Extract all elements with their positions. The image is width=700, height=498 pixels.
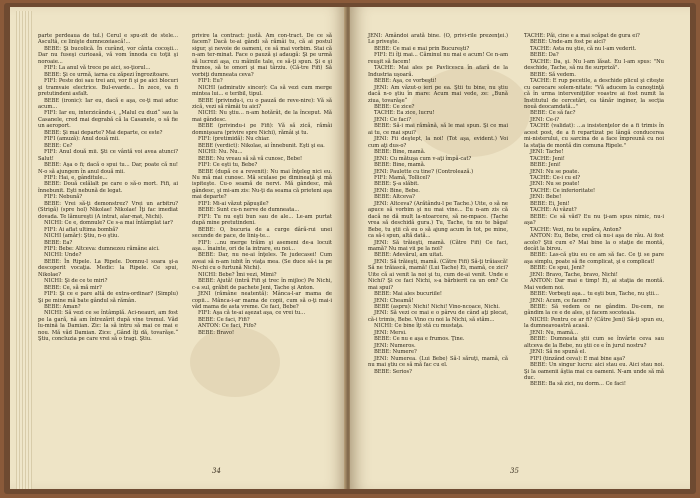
dialogue-paragraph: FIFI: Aşa că te-ai aşezat aşa, ce vrei tu... (198, 310, 306, 317)
dialogue-paragraph: TACHE: Jeni! (530, 155, 565, 162)
dialogue-paragraph: JENI: Altceva? (Arătându-l pe Tache.) Uite, o să ne apuce să vorbim şi nu mai vine... Eu n-am zis că dacă ne dă mult la-ntoarcere, să ne-mpace. (Tache vrea să deschidă gura.) Tu, Tache, tu nu te băga! Bebe, tu ştii că eu o să ajung acum în tot, pe mine, ca să-i spun, altă dată... (368, 200, 508, 240)
dialogue-paragraph: TACHE: Mai ales pe Pavlicescu în afară de la Industria uşoară. (368, 65, 508, 78)
left-column-1 (38, 33, 178, 343)
dialogue-paragraph: BEBE: Ei, Jeni! (530, 200, 570, 207)
dialogue-paragraph: JENI: Să vezi ce mai e o pârvu de când aţi plecat, că-i trimis, Bebe. Vino cu noi la Nichi, să stăm... (368, 310, 508, 323)
dialogue-paragraph: JENI (rămâne neatentă): Mânca-l-ar mama de copii... Mânca-i-ar mama de copii, cum să o-ţi mai-i văd mama de asta vreme. Ce faci, Bebe? (192, 291, 332, 311)
dialogue-paragraph: FIFI: Eu? (198, 78, 223, 85)
left-column-2 (192, 33, 332, 336)
dialogue-paragraph: BEBE: Jeni! (530, 162, 561, 169)
right-column-1 (368, 33, 508, 375)
dialogue-paragraph: BEBE: Unde-am fost pe aici? (530, 39, 606, 46)
dialogue-paragraph: TACHE: Da, şi. Nu l-am lăsat. Eu l-am spus: "Nu deschide, Tache, să nu fie surpriză". (524, 58, 664, 72)
dialogue-paragraph: JENI: Ce faci? (374, 116, 411, 123)
dialogue-paragraph: TACHE: Ai văzut? (530, 207, 577, 214)
dialogue-paragraph: FIFI: Şi ce e pare altă de extra-ordinar? (Simplu) Şi pe mine mă bate gândul să rămân. (38, 291, 178, 304)
dialogue-paragraph: BEBE: Vrei să-ţi demonstrez? Vrei un arbitru? (Strigă) (spre hol) Nikolae! Nikolae! Îţi fac imediat dovada. Te lămureşti (A intrat, alar-mat, Nichi). (38, 200, 178, 220)
dialogue-paragraph: JENI: Acum, ce facem? (530, 297, 591, 304)
dialogue-paragraph: BEBE: Dumneata ştii cum se învârte ceva sau altceva de la Bebe, nu ştii ce e în jurul nostru? (524, 336, 664, 349)
page-stack-edge (16, 11, 32, 489)
dialogue-paragraph: JENI: Ce-i? (530, 116, 560, 123)
dialogue-paragraph: NICHI (admirativ sincer): Ca să vezi cum merge mintea lui... e teribil, tipul. (192, 84, 332, 98)
dialogue-paragraph: BEBE: Ce zice? (374, 103, 415, 110)
dialogue-paragraph: FIFI: Bebe: Altceva: dumnezeu rămâne aici. (44, 245, 160, 252)
dialogue-paragraph: BEBE: Un singur lucru: aici stau eu. Aici stau noi. Şi la oamenii ăştia mai cu oameni. N-am unde să mă duc. (524, 362, 664, 382)
dialogue-paragraph: BEBE: Bravo! (198, 329, 235, 336)
dialogue-paragraph: BEBE: Să vedem. (530, 71, 576, 78)
left-page (10, 7, 346, 489)
dialogue-paragraph: JENI: Nu se poate! (530, 181, 580, 188)
dialogue-paragraph: FIFI: Peste doi sau trei ani, vor fi şi pe aici blocuri şi tramvaie electrice. Bul-evarde... În zece, va fi pretutindeni asfalt. (38, 78, 178, 98)
book (4, 3, 696, 494)
dialogue-paragraph: TACHE: E rup pecetile, a deschide plicul şi citeşte cu oarecare solem-nitate: "Vă aducem la cunoştinţă că în urma interveniţiilor voastre ai fost numit la Institutul de cercetări, ca tânăr inginer, la secţia nouă deocamdată..." (524, 78, 664, 110)
dialogue-paragraph: JENI: Bebe! (530, 194, 562, 201)
right-column-2 (524, 33, 664, 388)
dialogue-paragraph: BEBE (privindu-i pe Fifi): Vă să zică, rămâi domnişoara (privire spre Nichi), rămâi şi tu. (192, 123, 332, 136)
dialogue-paragraph: BEBE: Ş-a slăbit. (374, 181, 419, 188)
dialogue-paragraph: BEBE: Şi ce urmă, iarna cu zăpezi îngrozitoare. (44, 71, 170, 78)
dialogue-paragraph: FIFI: Ce eşti tu, Bebe? (198, 162, 258, 169)
dialogue-paragraph: BEBE: Altceva? (374, 194, 415, 201)
dialogue-paragraph: BEBE: Serios? (374, 368, 412, 375)
dialogue-paragraph: BEBE: În Ripele. La Ripele. Domnu-l soara şi-a descoperit vocaţia. Medic: la Ripele. Ce spui, Nikolae? (38, 258, 178, 278)
dialogue-paragraph: BEBE (aspru): Nichi! Nichi! Vino-ncoace, Nichi. (374, 304, 500, 311)
dialogue-paragraph: privire la contract: justă. Am con-tract. De ce să facem? Dacă te-ai gândi să rămâi tu, că ai postul sigur, şi nevoie de oameni, ce să mai vorbim. Stai că n-am ter-minat. Face o pauză şi adaugă: Şi pe urmă să lucrezi aşa, cu mâinile tale, ce să-ţi spun. Şi e şi frumos, să te omori şi mai târziu. (Că-tre Fifi) Să vorbiţi dumneata ceva? (192, 33, 332, 78)
dialogue-paragraph: BEBE: Două celălalt pe care o să-o mort. Fifi, ai înnebunit. Eşti nebună de legat. (38, 181, 178, 194)
dialogue-paragraph: NICHI: Să vezi ce se întâmplă. Aci-neauri, am fost pe la gară, nă am întrezărit după vine tremul. Văd lu-mină la Damian. Zic: la să intru să mai ce mai e nou. Mă văd Damian. Zice: „Gând îţi dă, tovarăşe.“ Ştiu, concluzia pe care vrei să o tragi. Ştiu. (38, 310, 178, 343)
dialogue-paragraph: JENI: Mersi. (374, 329, 407, 336)
dialogue-paragraph: FIFI: Mamă, Tollicel? (374, 174, 430, 181)
dialogue-paragraph: BEBE: Da? (530, 52, 559, 59)
dialogue-paragraph: BEBE: Ea? (44, 239, 73, 246)
paper-stain (190, 327, 280, 397)
dialogue-paragraph: parte perdeaua de tul.) Cerul e spu-zit de stele... Ascultă, ce linişte dumnezeiască!... (38, 33, 178, 46)
dialogue-paragraph: TACHE: Asta nu ştie, că nu l-am vederit. (530, 45, 637, 52)
dialogue-paragraph: BEBE: Ce? (44, 142, 73, 149)
dialogue-paragraph: BEBE: Ce să văd? Eu nu ţi-am spus nimic, nu-i aşa? (524, 213, 664, 227)
dialogue-paragraph: JENI: Paulette cu tine? (Controlează.) (374, 168, 474, 175)
dialogue-paragraph: BEBE (după ce a revenit): Nu mai înţeleg nici eu. Nu mă mai cunosc. Mă sculase pe dimineaţă şi mă ispiteşte. Cu-o seamă de nervi. Mă gândesc, mă gândesc, şi mi-am zis: Nu-ţi da seama că prieteni aşa mai departe? (192, 168, 332, 201)
dialogue-paragraph: FIFI: Ai aflat ultima bombă? (44, 226, 119, 233)
dialogue-paragraph: JENI: Bine, Bebe. (374, 187, 420, 194)
dialogue-paragraph: BEBE: Să vedem ce ne gândim. Du-cem, ne gândim la ce e de ales, şi facem socoteala. (524, 304, 664, 317)
dialogue-paragraph: JENI: Numeros. (374, 342, 416, 349)
dialogue-paragraph: BEBE: Vorbeşti aşa... tu eşti bun, Tache, nu ştii... (530, 291, 659, 298)
dialogue-paragraph: BEBE: Dar, nu ne-ai înţeles. Te judecasei! Cum aveai să n-am iubit în viaţa mea. (Se duce să-i ia pe Ni-chi cu o furtună Nichi). (192, 252, 332, 272)
dialogue-paragraph: FIFI (amuză): Anul două mii. (44, 136, 120, 143)
dialogue-paragraph: NICHI (amăr): Ştiu, n-o ştiu. (44, 233, 120, 240)
right-page-number: 35 (510, 467, 519, 475)
dialogue-paragraph: BEBE: Ce faci, Fifi? (198, 316, 250, 323)
dialogue-paragraph: NICHI: Ce e, domnule? Ce s-a mai întâmplat iar? (44, 220, 173, 227)
dialogue-paragraph: NICHI: Şi de ce te miri? (44, 278, 108, 285)
dialogue-paragraph: JENI: Tache! (530, 149, 564, 156)
dialogue-paragraph: BEBE: Ce mai e mai prin Bucureşti? (374, 45, 470, 52)
dialogue-paragraph: JENI: Nu se poate. (530, 168, 580, 175)
dialogue-paragraph: TACHE: Păi, cine e a mai scăpat de gura ei? (524, 33, 640, 39)
dialogue-paragraph: ANTON: Eu, Bebe, cred că nu-i aşa de rău. Ai fost acolo? Ştii cum e? Mai bine la o staţie de montă, decât la birou. (524, 233, 664, 252)
right-page (350, 7, 690, 489)
dialogue-paragraph: BEBE: Sunt cu-n nerve de dumneata... (198, 207, 300, 214)
dialogue-paragraph: BEBE (ironic): Iar eu, dacă e aşa, ce-ţi mai aduc acum... (38, 97, 178, 110)
dialogue-paragraph: BEBE: Ajută! (intră Fifi şi trec în mijloc) Pe Nichi, c-a sul, grăbit de pachete Jeni, Tache şi Anton. (192, 278, 332, 291)
dialogue-paragraph: NICHI: Nu. Nu... (198, 149, 243, 156)
dialogue-paragraph: JENI: Numerea. (Lui Bebe) Să-l săruţi, mamă, că nu mai ştiu ce să mă fac cu el. (368, 355, 508, 369)
dialogue-paragraph: BEBE: Şi mai departe? Mai departe, ce este? (44, 129, 163, 136)
dialogue-paragraph: BEBE: Mai ales bucuriile! (374, 291, 442, 298)
dialogue-paragraph: NICHI: Bebe? Îmi vezi, Mimi? (198, 271, 277, 278)
dialogue-paragraph: NICHI: Ce bine îţi stă cu mustaţa. (374, 323, 464, 330)
dialogue-paragraph: FIFI (tinzând ceva): E mai bine aşa? (530, 355, 626, 362)
dialogue-paragraph: JENI: Bravo, Tache, bravo, Nichi! (530, 271, 618, 278)
dialogue-paragraph: BEBE: Să-i mai rămână, să le mai spun. Şi ce mai ai tu, ce mai spui? (368, 123, 508, 136)
dialogue-paragraph: BEBE: Ba să zici, nu dorm... Ce faci! (530, 381, 626, 388)
dialogue-paragraph: BEBE: Bine, mamă. (374, 149, 426, 156)
dialogue-paragraph: JENI: Să trăieşti, mamă. (Către Fifi) Ce faci, mamă? Nu mai vii pe la noi? (368, 239, 508, 252)
dialogue-paragraph: BEBE: Ce să fac? (530, 110, 576, 117)
dialogue-paragraph: JENI: Fii deştept, la noi! (Tot aşa, evident.) Voi cum aţi dus-o? (368, 136, 508, 149)
dialogue-paragraph: BEBE: Las-că ştiu eu ce am să fac. Ce ţi se pare aşa simplu, poate să fie complicat, şi e complicat! (524, 252, 664, 265)
dialogue-paragraph: FIFI: Anul două mii. Şti ce vântă voi avea atunci? Salut! (38, 149, 178, 162)
dialogue-paragraph: JENI: Să trăieşti, mamă. (Către Fifi) Să-ţi trăiască! Să ne trăiască, mamă! (Lui Tache) Ei, mamă, ce zici? Uite că ai venit la noi şi tu, cum de-ai venit. Unde e Nichi? Şi ce faci Nichi, s-a bărbierit ca un om? Ce mai spui? (368, 258, 508, 291)
dialogue-paragraph: TACHE: Ce inferioritate! (530, 187, 596, 194)
dialogue-paragraph: JENI: Să ne spună el. (530, 349, 586, 356)
dialogue-paragraph: FIFI: La anul vă trece pe aici, so-ţiorul... (44, 65, 151, 72)
dialogue-paragraph: BEBE: Nu vreau să să vă cunosc, Bebe! (198, 155, 303, 162)
dialogue-paragraph: NICHI: Nu ştiu... n-am hotărât, de la început. Mă mai gândesc. (192, 110, 332, 123)
dialogue-paragraph: NICHI: Unde? (44, 252, 82, 259)
dialogue-paragraph: BEBE: Ce nu e aşa e frumos. Ţine. (374, 336, 465, 343)
dialogue-paragraph: TACHE: Ce-i cu el? (530, 174, 581, 181)
dialogue-paragraph: BEBE: Ce, să mă mir? (44, 284, 102, 291)
dialogue-paragraph: TACHE: Vezi, nu te supăra, Anton? (530, 226, 622, 233)
dialogue-paragraph: BEBE (privindu-i, cu o pauză de reve-nire): Vă să zică, vezi să rămâi tu aici? (192, 97, 332, 110)
dialogue-paragraph: BEBE: Aşa o fi; dacă o spui tu... Dar, poate că nu! N-o să ajungem în anul două mii. (38, 162, 178, 175)
dialogue-paragraph: FIFI: Mi-ai văzut păpuşile? (198, 200, 269, 207)
dialogue-paragraph: ANTON: Dar mai e timp! Ei, ai staţia de montă. Mai vedem noi. (524, 278, 664, 291)
dialogue-paragraph: FIFI: Hai, e, gânditule... (44, 174, 108, 181)
dialogue-paragraph: BEBE: Bine, mamă. (374, 162, 426, 169)
dialogue-paragraph: BEBE: O, bucuria de a curge dâră-rui unei secunde de pace, de liniş-te... (192, 226, 332, 240)
dialogue-paragraph: BEBE (verdict): Nikolae, ai înnebunit. Eşti şi ea. (198, 142, 325, 149)
dialogue-paragraph: BEBE: Aman? (44, 304, 81, 311)
dialogue-paragraph: BEBE: Adevărul, am uitat. (374, 252, 444, 259)
dialogue-paragraph: FIFI: Ei îţi mai... Căminul nu mai e acum! Ce n-am reuşit să facem! (368, 52, 508, 65)
dialogue-paragraph: BEBE: Aşa, ce vorbeşti! (374, 78, 437, 85)
dialogue-paragraph: ANTON: Ce faci, Fifo? (198, 323, 257, 330)
dialogue-paragraph: FIFI: Nebună? (44, 194, 83, 201)
dialogue-paragraph: TACHE: Ea zice, lucru! (374, 110, 435, 117)
dialogue-paragraph: JENI: Amândoi arată bine. (O, privi-rile prezenţei.) Le priveşte. (368, 33, 508, 46)
left-page-number: 34 (212, 467, 221, 475)
dialogue-paragraph: JENI: Am văzut-o ieri pe ea. Ştii tu bine, nu ştiu dacă n-o ştiu în mare: Acum mai vede, ze: „Bună ziua, tovarăşe“ (368, 84, 508, 104)
dialogue-paragraph: FIFI: (pretimidă): Nu chiar. (198, 136, 270, 143)
dialogue-paragraph: FIFI: Iar eu, interzicându-i, „Malul cu duzi“ sau la Casanele, cred mai degrabă că la Casanele, o să fie un aeroport. (38, 110, 178, 130)
dialogue-paragraph: BEBE: Numere? (374, 349, 417, 356)
dialogue-paragraph: JENI: Nu, mamă... (530, 329, 578, 336)
dialogue-paragraph: BEBE: Şi bucolică. În curând, vor cânta cocoşii... Dar nu fuseşi curioasă, vă vom înnoda cu toţii şi noroaie... (38, 45, 178, 65)
dialogue-paragraph: JENI: Cheamă! (374, 297, 414, 304)
dialogue-paragraph: JENI: Cu mătuşa cum v-aţi împă-cat? (374, 155, 472, 162)
dialogue-paragraph: FIFI: ...nu merge trăim şi asemeni de-a locuit aşa... înainte, ori de la intrare, eu noi... (192, 239, 332, 252)
dialogue-paragraph: BEBE: Ce spui, Jeni? (530, 265, 585, 272)
dialogue-paragraph: FIFI: Tu nu eşti bun sau de ale... Le-am purtat după mine pretutindeni. (192, 213, 332, 227)
dialogue-paragraph: NICHI: Pentru ce ar fi? (Către Jeni) Să-ţi spun eu, la dumneavoastră acasă. (524, 316, 664, 330)
dialogue-paragraph: TACHE (validat): ...a insistenţelor de a fi trimis în acest post, de a fi repartizat pe lângă conducerea mi-nisterului, cu sarcina de a face împreună cu noi la staţia de montă din comuna Ripele." (524, 123, 664, 149)
